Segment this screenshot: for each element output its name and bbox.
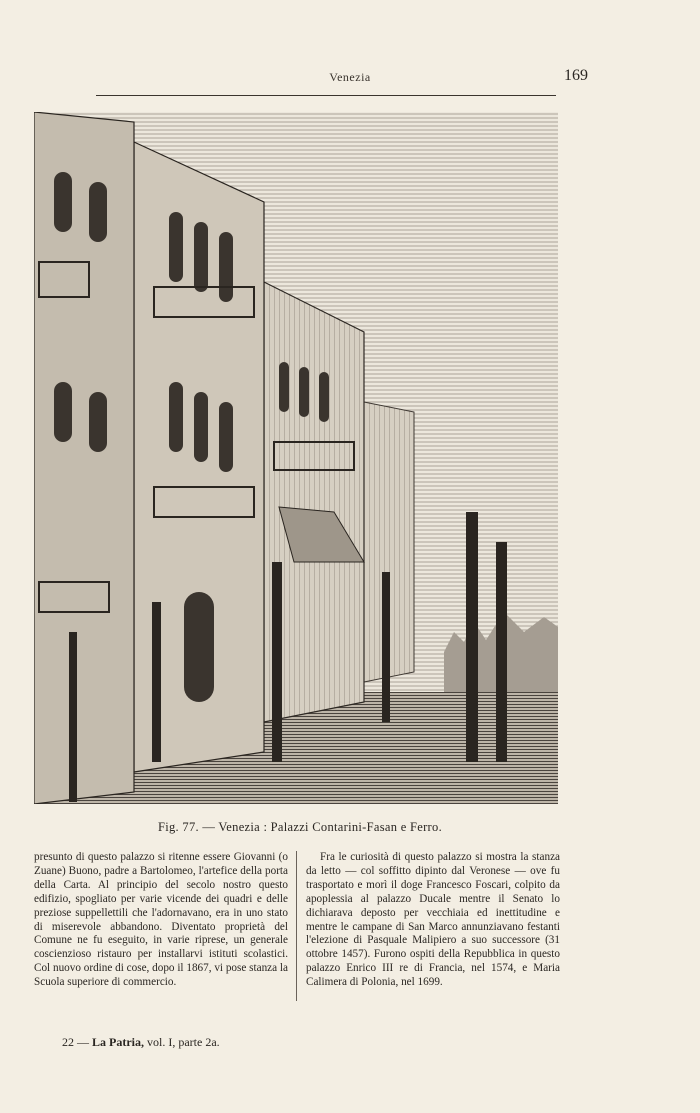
signature-rest: vol. I, parte 2a. xyxy=(147,1035,220,1049)
signature-number: 22 — xyxy=(62,1035,89,1049)
body-column-left: presunto di questo palazzo si ritenne essere Giovanni (o Zuane) Buono, padre a Bartolomeo, l'artefice della porta della Carta. Al principio del secolo nostro questo edifizio, spogliato per varie vicende dei quadri e delle preziose suppellettili che l'adornavano, era in uno stato di miserevole abbandono. Diventato proprietà del Comune ne fu eseguito, in varie riprese, un generale coscienzioso ristauro per installarvi istituti scolastici. Col nuovo ordine di cose, dopo il 1867, vi pose stanza la Scuola superiore di commercio. xyxy=(34,851,288,989)
mooring-pole xyxy=(69,632,77,802)
header-rule xyxy=(96,95,556,96)
mooring-pole xyxy=(466,512,478,762)
mooring-pole xyxy=(382,572,390,722)
mooring-pole xyxy=(152,602,161,762)
signature-title: La Patria, xyxy=(92,1035,144,1049)
engraving-illustration xyxy=(34,112,558,804)
figure-caption: Fig. 77. — Venezia : Palazzi Contarini-Fasan e Ferro. xyxy=(157,820,442,834)
running-title: Venezia xyxy=(329,70,371,84)
mooring-pole xyxy=(496,542,507,762)
left-palazzo xyxy=(34,112,134,804)
mooring-pole xyxy=(272,562,282,762)
column-rule xyxy=(296,851,297,1001)
printer-signature xyxy=(62,1035,220,1050)
body-column-right: Fra le curiosità di questo palazzo si mostra la stanza da letto — col soffitto dipinto dal Veronese — ove fu trasportato e morì il doge Francesco Foscari, colpito da apoplessia al palazzo Ducale mentre il Senato lo dichiarava deposto per vecchiaia ed inettitudine e mentre le campane di San Marco annunziavano festanti l'elezione di Pasquale Malipiero a suo successore (31 ottobre 1457). Furono ospiti della Repubblica in questo palazzo Enrico III re di Francia, nel 1574, e Maria Calimera di Polonia, nel 1699. xyxy=(306,851,560,989)
page-number: 169 xyxy=(564,67,588,84)
